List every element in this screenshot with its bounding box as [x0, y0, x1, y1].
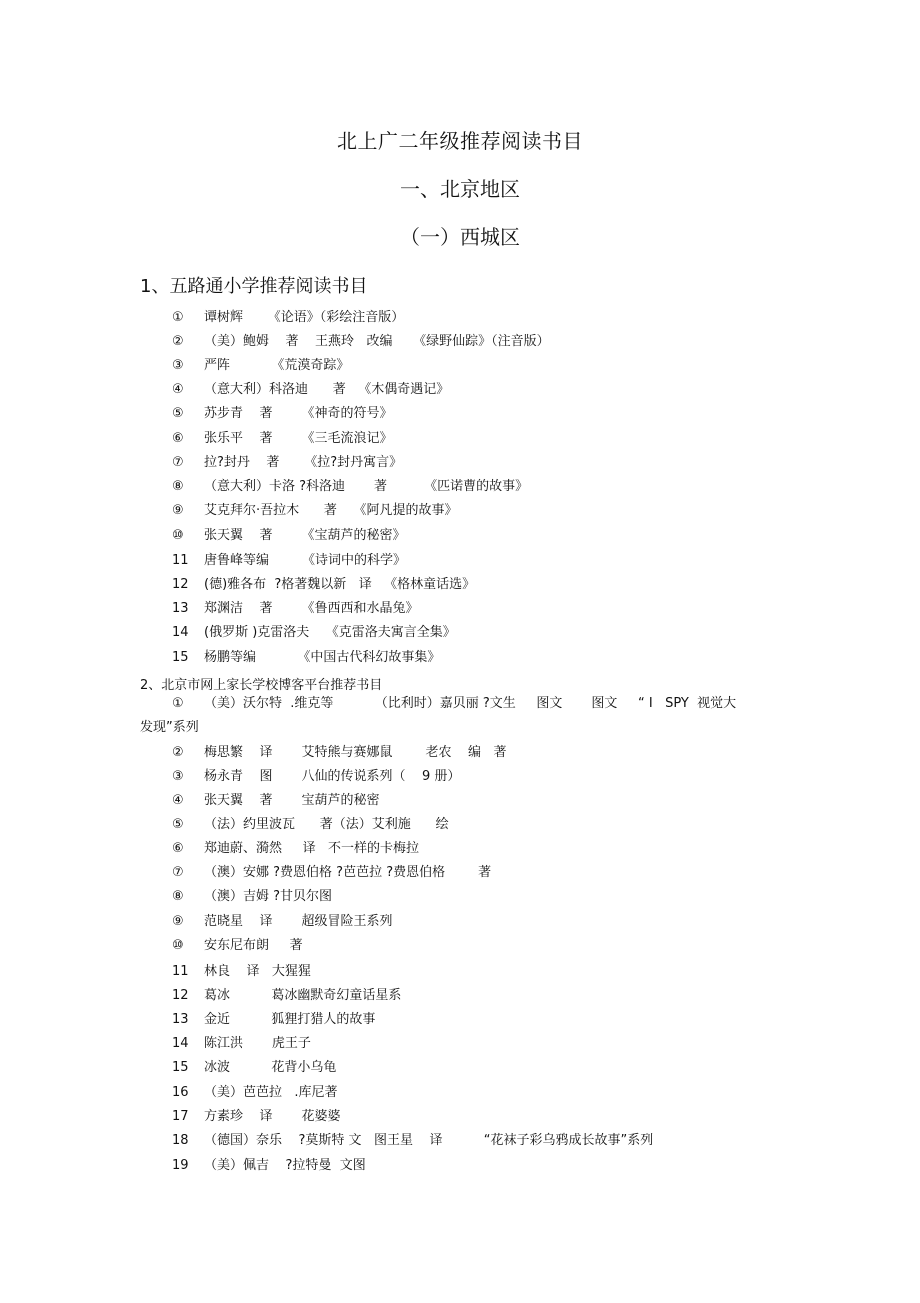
list-item: [172, 938, 303, 954]
item-number: ①: [172, 310, 184, 325]
item-text: （澳）安娜 ?费恩伯格 ?芭芭拉 ?费恩伯格 著: [204, 865, 492, 880]
list-item: [172, 889, 332, 905]
item-number: 12: [172, 577, 189, 592]
item-number: ③: [172, 769, 184, 784]
item-text: 艾克拜尔·吾拉木 著 《阿凡提的故事》: [204, 503, 458, 518]
item-number: ⑦: [172, 865, 184, 880]
item-text: （美）鲍姆 著 王燕玲 改编 《绿野仙踪》（注音版）: [204, 334, 550, 349]
item-number: ⑨: [172, 914, 184, 929]
item-number: ⑦: [172, 455, 184, 470]
item-text: 郑迪蔚、漪然 译 不一样的卡梅拉: [204, 841, 420, 856]
item-number: ⑥: [172, 841, 184, 856]
item-text: (德)雅各布 ?格著魏以新 译 《格林童话选》: [204, 577, 476, 592]
list-item: [172, 696, 736, 712]
list-item: [172, 964, 311, 980]
list-item: [172, 988, 401, 1004]
list-item: [172, 358, 349, 374]
item-text: 苏步青 著 《神奇的符号》: [204, 406, 393, 421]
item-text: 金近 狐狸打猎人的故事: [204, 1012, 376, 1027]
item-text: （澳）吉姆 ?甘贝尔图: [204, 889, 333, 904]
item-number: ⑧: [172, 889, 184, 904]
item-number: 14: [172, 1036, 189, 1051]
item-number: 15: [172, 1060, 189, 1075]
item-number: 17: [172, 1109, 189, 1124]
section1-heading: 1、五路通小学推荐阅读书目: [140, 276, 368, 297]
list-item: [172, 745, 506, 761]
item-text: 梅思繁 译 艾特熊与赛娜鼠 老农 编 著: [204, 745, 507, 760]
list-item: [172, 382, 449, 398]
list-item: [172, 479, 528, 495]
list-item: [172, 1012, 375, 1028]
item-text: 严阵 《荒漠奇踪》: [204, 358, 350, 373]
list-item: [172, 431, 392, 447]
item-text-continuation: 发现”系列: [140, 720, 199, 735]
item-text: 张乐平 著 《三毛流浪记》: [204, 431, 393, 446]
item-number: 13: [172, 601, 189, 616]
item-number: 13: [172, 1012, 189, 1027]
item-number: ②: [172, 334, 184, 349]
item-number: 11: [172, 553, 189, 568]
item-text: （意大利）卡洛 ?科洛迪 著 《匹诺曹的故事》: [204, 479, 529, 494]
list-item: [172, 625, 456, 641]
item-number: ⑩: [172, 938, 184, 953]
section2-heading: 2、北京市网上家长学校博客平台推荐书目: [140, 678, 383, 693]
page-title: 北上广二年级推荐阅读书目: [337, 129, 583, 153]
item-number: ①: [172, 696, 184, 711]
item-text: 杨鹏等编 《中国古代科幻故事集》: [204, 650, 441, 665]
list-item: [172, 914, 392, 930]
list-item: [172, 310, 404, 326]
item-number: ⑥: [172, 431, 184, 446]
list-item: [172, 577, 475, 593]
item-text: 张天翼 著 宝葫芦的秘密: [204, 793, 380, 808]
list-item: [172, 1060, 336, 1076]
item-number: ⑤: [172, 406, 184, 421]
item-number: 14: [172, 625, 189, 640]
item-text: （意大利）科洛迪 著 《木偶奇遇记》: [204, 382, 450, 397]
item-text: 安东尼布朗 著: [204, 938, 303, 953]
list-item: [172, 334, 550, 350]
list-item: [172, 1133, 653, 1149]
list-item: [172, 817, 449, 833]
item-number: 11: [172, 964, 189, 979]
list-item: [172, 793, 379, 809]
item-number: 19: [172, 1158, 189, 1173]
item-text: （德国）奈乐 ?莫斯特 文 图王星 译 “花袜子彩乌鸦成长故事”系列: [204, 1133, 654, 1148]
item-text: 林良 译 大猩猩: [204, 964, 311, 979]
list-item: [172, 406, 392, 422]
item-text: 张天翼 著 《宝葫芦的秘密》: [204, 528, 406, 543]
item-text: (俄罗斯 )克雷洛夫 《克雷洛夫寓言全集》: [204, 625, 456, 640]
item-text: （美）芭芭拉 .库尼著: [204, 1085, 338, 1100]
list-item: [172, 601, 418, 617]
list-item: [172, 1036, 311, 1052]
item-number: ⑨: [172, 503, 184, 518]
list-item: [172, 503, 457, 519]
list-item: [172, 841, 419, 857]
item-text: 拉?封丹 著 《拉?封丹寓言》: [204, 455, 403, 470]
item-number: ④: [172, 382, 184, 397]
item-number: ③: [172, 358, 184, 373]
item-number: 12: [172, 988, 189, 1003]
item-text: 葛冰 葛冰幽默奇幻童话星系: [204, 988, 402, 1003]
item-number: ⑩: [172, 528, 184, 543]
item-text: 范晓星 译 超级冒险王系列: [204, 914, 393, 929]
item-text: 陈江洪 虎王子: [204, 1036, 311, 1051]
item-text: （美）沃尔特 .维克等 （比利时）嘉贝丽 ?文生 图文 图文 “ I SPY 视觉大: [204, 696, 737, 711]
item-number: ④: [172, 793, 184, 808]
item-text: 郑渊洁 著 《鲁西西和水晶兔》: [204, 601, 419, 616]
item-text: 方素珍 译 花婆婆: [204, 1109, 341, 1124]
item-number: ⑧: [172, 479, 184, 494]
item-text: 冰波 花背小乌龟: [204, 1060, 337, 1075]
district-heading: （一）西城区: [400, 225, 520, 249]
list-item: [172, 1085, 338, 1101]
list-item: [172, 553, 406, 569]
item-text: 唐鲁峰等编 《诗词中的科学》: [204, 553, 407, 568]
list-item: [172, 865, 491, 881]
item-number: 16: [172, 1085, 189, 1100]
list-item: [172, 769, 460, 785]
item-text: （法）约里波瓦 著（法）艾利施 绘: [204, 817, 449, 832]
list-item: [172, 650, 440, 666]
region-heading: 一、北京地区: [400, 177, 520, 201]
item-number: 18: [172, 1133, 189, 1148]
item-text: 谭树辉 《论语》（彩绘注音版）: [204, 310, 405, 325]
list-item: [172, 1158, 366, 1174]
item-number: 15: [172, 650, 189, 665]
list-item: [172, 528, 405, 544]
list-item: [172, 1109, 340, 1125]
item-text: （美）佩吉 ?拉特曼 文图: [204, 1158, 366, 1173]
item-number: ⑤: [172, 817, 184, 832]
list-item: [172, 455, 402, 471]
item-number: ②: [172, 745, 184, 760]
item-text: 杨永青 图 八仙的传说系列（ 9 册）: [204, 769, 461, 784]
